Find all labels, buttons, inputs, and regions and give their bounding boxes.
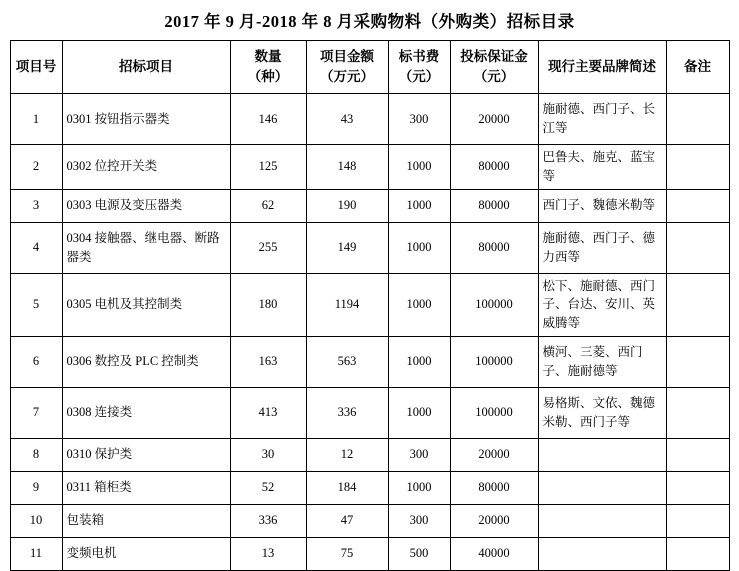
cell-doc-fee: 1000: [388, 336, 450, 387]
cell-brands: [538, 438, 666, 471]
page-title: 2017 年 9 月-2018 年 8 月采购物料（外购类）招标目录: [164, 12, 575, 31]
cell-project-name: 0305 电机及其控制类: [62, 273, 230, 336]
cell-project-name: 包装箱: [62, 504, 230, 537]
table-row: [10, 537, 729, 570]
cell-amount: 563: [306, 336, 388, 387]
table-header-row: [10, 41, 729, 94]
table-row: [10, 222, 729, 273]
cell-brands: 施耐德、西门子、长江等: [538, 94, 666, 145]
cell-brands: [538, 471, 666, 504]
cell-project-name: 0310 保护类: [62, 438, 230, 471]
cell-doc-fee: 300: [388, 504, 450, 537]
header-doc-fee: 标书费 （元）: [388, 41, 450, 94]
table-body: [10, 94, 729, 571]
cell-bid-deposit: 20000: [450, 438, 538, 471]
header-quantity: 数量 （种）: [230, 41, 306, 94]
cell-bid-deposit: 100000: [450, 387, 538, 438]
table-row: [10, 438, 729, 471]
cell-brands: 松下、施耐德、西门子、台达、安川、英威腾等: [538, 273, 666, 336]
cell-doc-fee: 500: [388, 537, 450, 570]
cell-bid-deposit: 40000: [450, 537, 538, 570]
cell-quantity: 125: [230, 145, 306, 190]
table-row: [10, 471, 729, 504]
bidding-catalog-table: [10, 40, 730, 571]
table-row: [10, 504, 729, 537]
cell-bid-deposit: 20000: [450, 504, 538, 537]
cell-quantity: 255: [230, 222, 306, 273]
cell-remark: [666, 504, 729, 537]
cell-project-name: 0311 箱柜类: [62, 471, 230, 504]
cell-amount: 149: [306, 222, 388, 273]
cell-bid-deposit: 20000: [450, 94, 538, 145]
cell-project-no: 7: [10, 387, 62, 438]
table-row: [10, 94, 729, 145]
cell-doc-fee: 300: [388, 94, 450, 145]
header-remark: 备注: [666, 41, 729, 94]
cell-project-no: 9: [10, 471, 62, 504]
cell-doc-fee: 1000: [388, 145, 450, 190]
table-row: [10, 387, 729, 438]
cell-remark: [666, 387, 729, 438]
table-row: [10, 336, 729, 387]
cell-bid-deposit: 80000: [450, 189, 538, 222]
header-bid-deposit: 投标保证金 （元）: [450, 41, 538, 94]
cell-quantity: 62: [230, 189, 306, 222]
cell-doc-fee: 1000: [388, 471, 450, 504]
cell-project-no: 4: [10, 222, 62, 273]
cell-quantity: 30: [230, 438, 306, 471]
table-row: [10, 189, 729, 222]
cell-amount: 75: [306, 537, 388, 570]
cell-brands: 巴鲁夫、施克、蓝宝等: [538, 145, 666, 190]
cell-project-no: 2: [10, 145, 62, 190]
cell-remark: [666, 471, 729, 504]
header-project-no: 项目号: [10, 41, 62, 94]
cell-project-no: 11: [10, 537, 62, 570]
cell-project-no: 6: [10, 336, 62, 387]
cell-brands: 易格斯、文依、魏德米勒、西门子等: [538, 387, 666, 438]
cell-amount: 1194: [306, 273, 388, 336]
cell-project-name: 0308 连接类: [62, 387, 230, 438]
cell-brands: 施耐德、西门子、德力西等: [538, 222, 666, 273]
cell-project-no: 8: [10, 438, 62, 471]
header-brands: 现行主要品牌简述: [538, 41, 666, 94]
header-amount: 项目金额 （万元）: [306, 41, 388, 94]
cell-remark: [666, 94, 729, 145]
cell-doc-fee: 1000: [388, 273, 450, 336]
cell-project-no: 5: [10, 273, 62, 336]
cell-remark: [666, 537, 729, 570]
cell-project-name: 0301 按钮指示器类: [62, 94, 230, 145]
cell-doc-fee: 1000: [388, 387, 450, 438]
cell-quantity: 163: [230, 336, 306, 387]
cell-remark: [666, 145, 729, 190]
cell-remark: [666, 222, 729, 273]
cell-project-name: 0304 接触器、继电器、断路器类: [62, 222, 230, 273]
cell-quantity: 413: [230, 387, 306, 438]
cell-quantity: 146: [230, 94, 306, 145]
cell-project-no: 1: [10, 94, 62, 145]
cell-amount: 148: [306, 145, 388, 190]
cell-project-name: 0302 位控开关类: [62, 145, 230, 190]
cell-brands: 西门子、魏德米勒等: [538, 189, 666, 222]
cell-amount: 336: [306, 387, 388, 438]
cell-brands: [538, 504, 666, 537]
cell-remark: [666, 273, 729, 336]
cell-project-name: 变频电机: [62, 537, 230, 570]
cell-bid-deposit: 100000: [450, 273, 538, 336]
cell-project-no: 3: [10, 189, 62, 222]
cell-project-name: 0306 数控及 PLC 控制类: [62, 336, 230, 387]
cell-amount: 190: [306, 189, 388, 222]
cell-remark: [666, 438, 729, 471]
table-row: [10, 273, 729, 336]
cell-remark: [666, 336, 729, 387]
cell-quantity: 180: [230, 273, 306, 336]
cell-quantity: 13: [230, 537, 306, 570]
cell-doc-fee: 300: [388, 438, 450, 471]
header-project-name: 招标项目: [62, 41, 230, 94]
cell-doc-fee: 1000: [388, 189, 450, 222]
cell-amount: 184: [306, 471, 388, 504]
cell-project-name: 0303 电源及变压器类: [62, 189, 230, 222]
cell-remark: [666, 189, 729, 222]
cell-bid-deposit: 80000: [450, 145, 538, 190]
cell-quantity: 52: [230, 471, 306, 504]
cell-bid-deposit: 80000: [450, 222, 538, 273]
cell-brands: 横河、三菱、西门子、施耐德等: [538, 336, 666, 387]
cell-amount: 47: [306, 504, 388, 537]
table-row: [10, 145, 729, 190]
cell-amount: 12: [306, 438, 388, 471]
cell-quantity: 336: [230, 504, 306, 537]
cell-bid-deposit: 80000: [450, 471, 538, 504]
cell-project-no: 10: [10, 504, 62, 537]
cell-brands: [538, 537, 666, 570]
cell-amount: 43: [306, 94, 388, 145]
cell-bid-deposit: 100000: [450, 336, 538, 387]
cell-doc-fee: 1000: [388, 222, 450, 273]
